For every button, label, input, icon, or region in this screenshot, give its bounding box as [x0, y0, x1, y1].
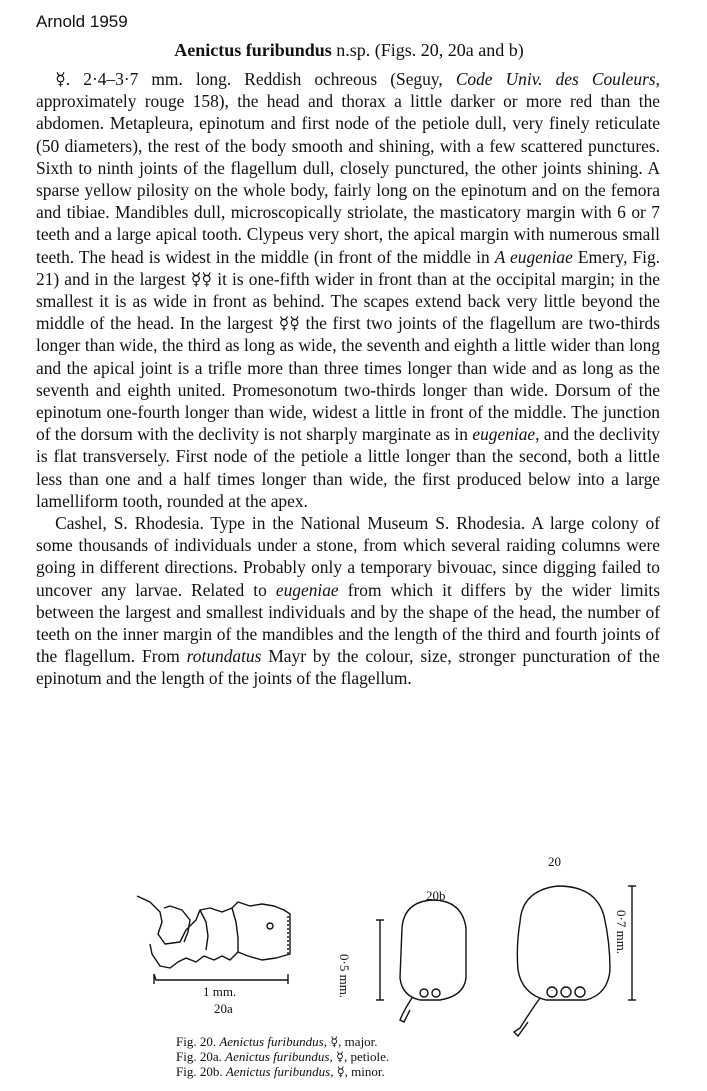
fig20b-number: 20b: [426, 888, 446, 903]
text-run: Emery, Fig. 21) and in the largest ☿☿ it is one-fifth wider in front than at the occipital margin; in the smallest it is as wide in front as behind. The scapes extend back very little beyond the middle of the head. In the largest ☿☿ the first two joints of the flagellum are two-thirds longer than wide, the third as long as wide, the seventh and eighth a little wider than long and the apical joint is a trifle more than three times longer than wide and as long as the seventh and eighth united. Promesonotum two-thirds longer than wide. Dorsum of the epinotum one-fourth longer than wide, widest a little in front of the middle. The junction of the dorsum with the declivity is not sharply marginate as in: [36, 246, 660, 445]
fig20a-scale-label: 1 mm.: [203, 984, 237, 999]
caption-prefix: Fig. 20.: [176, 1034, 220, 1049]
italic-run: A eugeniae: [494, 246, 573, 267]
italic-run: eugeniae,: [472, 424, 540, 445]
species-heading: [36, 40, 662, 61]
italic-run: Code Univ. des Couleurs: [455, 69, 656, 89]
paragraph-locality: [36, 512, 660, 690]
fig20a-number: 20a: [214, 1001, 233, 1016]
text-run: and the declivity is flat transversely. First node of the petiole a little longer than the second, both a little less than one and a half times longer than wide, the first produced below into a large lamelliform tooth, rounded at the apex.: [36, 424, 661, 511]
caption-suffix: ☿, minor.: [333, 1064, 385, 1079]
caption-prefix: Fig. 20a.: [176, 1049, 226, 1064]
caption-species: Aenictus furibundus,: [225, 1064, 334, 1079]
paragraph-description: [36, 68, 660, 512]
figure-captions: [176, 1034, 389, 1079]
text-run: Cashel, S. Rhodesia. Type in the National Museum S. Rhodesia. A large colony of some thousands of individuals under a stone, from which several raiding columns were going in different directions. Probably only a temporary bivouac, since digging failed to uncover any larvae. Related to: [36, 513, 660, 600]
caption-line: [176, 1049, 389, 1064]
italic-run: rotundatus: [186, 646, 262, 667]
fig20-head-drawing: [514, 886, 636, 1036]
caption-prefix: Fig. 20b.: [176, 1064, 226, 1079]
caption-line: [176, 1034, 389, 1049]
text-run: , approximately rouge 158), the head and thorax a little darker or more red than the abdomen. Metapleura, epinotum and first node of the petiole dull, very finely reticulate (50 diameters), the rest of the body smooth and shining, with a few scattered punctures. Sixth to ninth joints of the flagellum dull, closely punctured, the other joints shining. A sparse yellow pilosity on the whole body, fairly long on the epinotum and on the femora and tibiae. Mandibles dull, microscopically striolate, the masticatory margin with 6 or 7 teeth and a large apical tooth. Clypeus very short, the apical margin with numerous small teeth. The head is widest in the middle (in front of the middle in: [36, 69, 660, 267]
italic-run: eugeniae: [275, 579, 339, 600]
caption-species: Aenictus furibundus,: [219, 1034, 327, 1049]
fig20b-head-drawing: [376, 900, 466, 1022]
caption-species: Aenictus furibundus,: [225, 1049, 333, 1064]
species-name: Aenictus furibundus: [174, 40, 332, 60]
description-body: [36, 68, 660, 690]
fig20-number: 20: [548, 854, 561, 869]
caption-suffix: ☿, major.: [326, 1034, 378, 1049]
source-label: Arnold 1959: [36, 12, 128, 31]
text-run: from which it differs by the wider limits between the largest and smallest individuals and by the shape of the head, the number of teeth on the inner margin of the mandibles and the length of the third and fourth joints of the flagellum. From: [36, 579, 660, 667]
text-run: ☿. 2·4–3·7 mm. long. Reddish ochreous (Seguy,: [55, 69, 456, 89]
text-run: Mayr by the colour, size, stronger puncturation of the epinotum and the length of the joints of the flagellum.: [36, 646, 661, 689]
fig20a-petiole-drawing: [137, 896, 290, 984]
fig20-scale-label: 0·7 mm.: [614, 910, 629, 955]
fig20b-scale-label: 0·5 mm.: [337, 954, 352, 999]
heading-rest: n.sp. (Figs. 20, 20a and b): [331, 40, 524, 60]
caption-line: [176, 1064, 389, 1079]
caption-suffix: ☿, petiole.: [332, 1049, 390, 1064]
